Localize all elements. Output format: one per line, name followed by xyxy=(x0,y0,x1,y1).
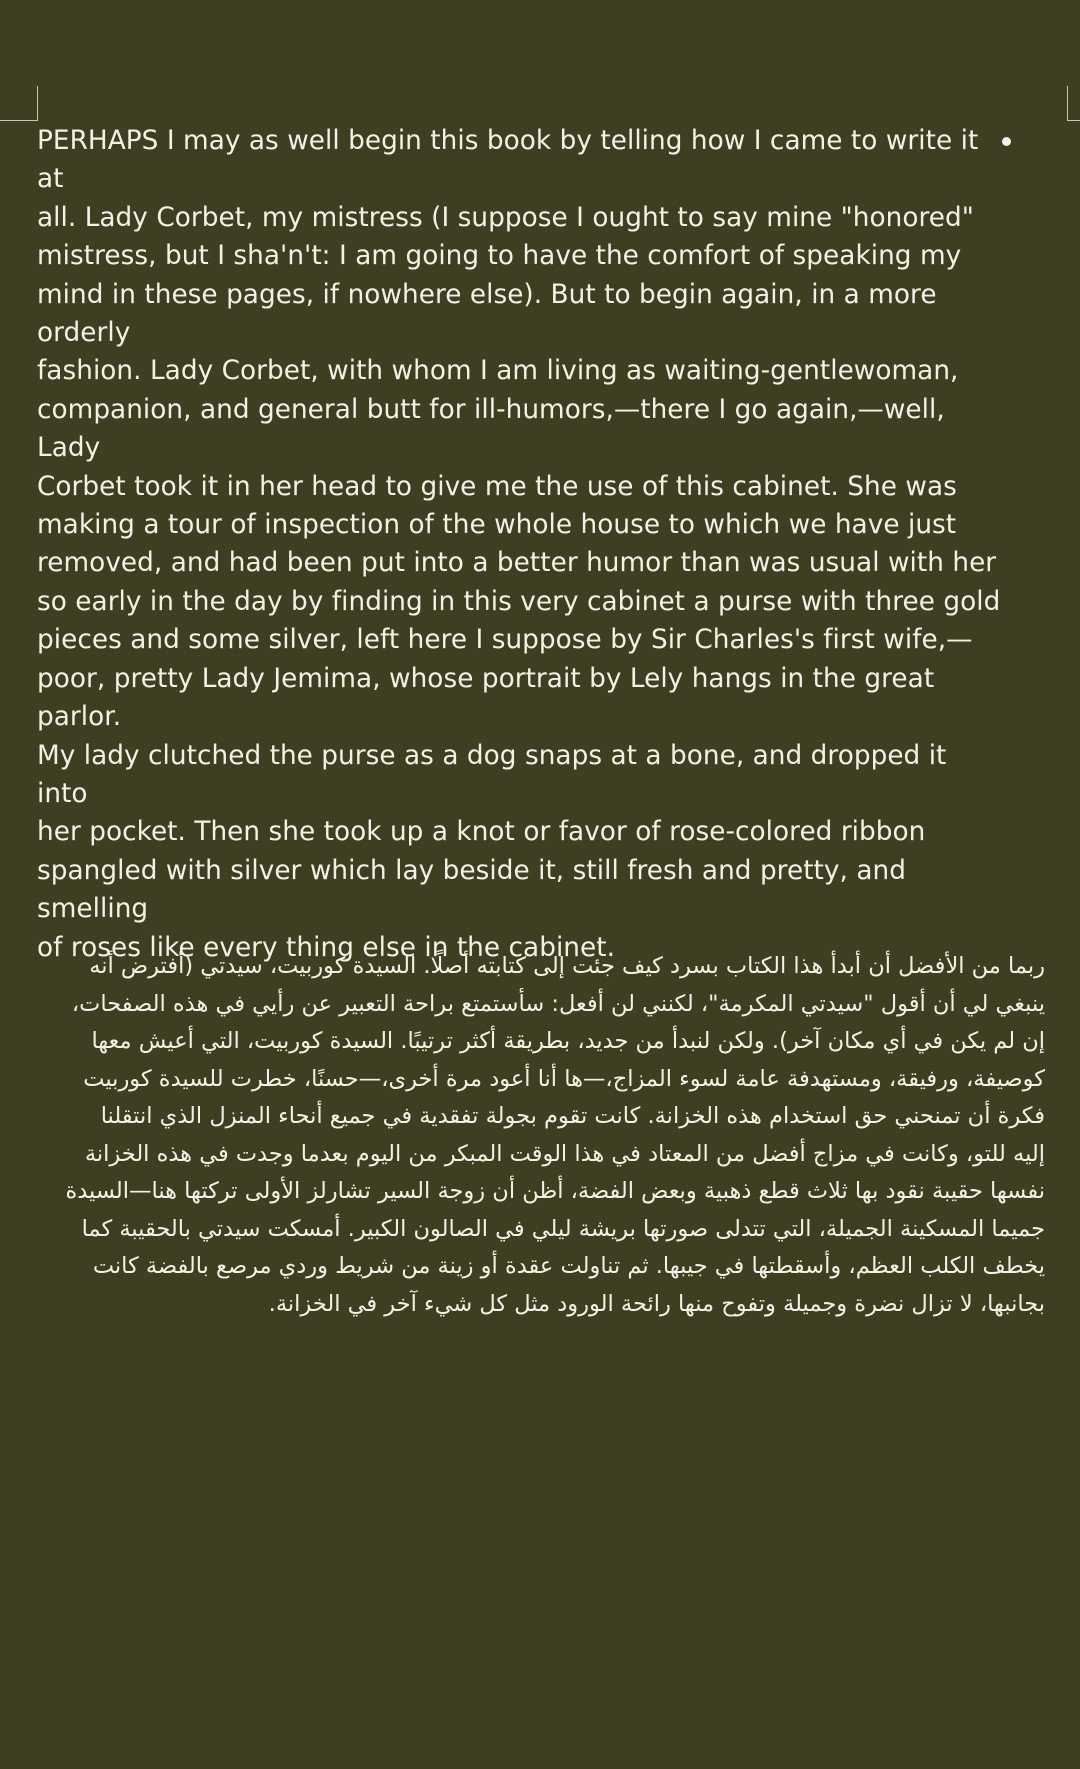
arabic-passage: ربما من الأفضل أن أبدأ هذا الكتاب بسرد كيف جئت إلى كتابته أصلًا. السيدة كوربيت، سيدتي (أفترض أنه ينبغي لي أن أقول "سيدتي المكرمة"، لكنني لن أفعل: سأستمتع براحة التعبير عن رأيي في هذه الصفحات، إن لم يكن في أي مكان آخر). ولكن لنبدأ من جديد، بطريقة أكثر ترتيبًا. السيدة كوربيت، التي أعيش معها كوصيفة، ورفيقة، ومستهدفة عامة لسوء المزاج،—ها أنا أعود مرة أخرى،—حسنًا، خطرت للسيدة كوربيت فكرة أن تمنحني حق استخدام هذه الخزانة. كانت تقوم بجولة تفقدية في جميع أنحاء المنزل الذي انتقلنا إليه للتو، وكانت في مزاج أفضل من المعتاد في هذا الوقت المبكر من اليوم بعدما وجدت في هذه الخزانة نفسها حقيبة نقود بها ثلاث قطع ذهبية وبعض الفضة، أظن أن زوجة السير تشارلز الأولى تركتها هنا—السيدة جميما المسكينة الجميلة، التي تتدلى صورتها بريشة ليلي في الصالون الكبير. أمسكت سيدتي بالحقيبة كما يخطف الكلب العظم، وأسقطتها في جيبها. ثم تناولت عقدة أو زينة من شريط وردي مرصع بالفضة كانت بجانبها، لا تزال نضرة وجميلة وتفوح منها رائحة الورود مثل كل شيء آخر في الخزانة. xyxy=(65,953,1045,1317)
crop-mark-top-left xyxy=(0,86,38,121)
english-passage: PERHAPS I may as well begin this book by telling how I came to write it at all. Lady Corbet, my mistress (I suppose I ought to say mine "honored" mistress, but I sha'n't: I am going to have the comfort of speaking my mind in these pages, if nowhere else). But to begin again, in a more orderly fashion. Lady Corbet, with whom I am living as waiting-gentlewoman, companion, and general butt for ill-humors,—there I go again,—well, Lady Corbet took it in her head to give me the use of this cabinet. She was making a tour of inspection of the whole house to which we have just removed, and had been put into a better humor than was usual with her so early in the day by finding in this very cabinet a purse with three gold pieces and some silver, left here I suppose by Sir Charles's first wife,— poor, pretty Lady Jemima, whose portrait by Lely hangs in the great parlor. My lady clutched the purse as a dog snaps at a bone, and dropped it into her pocket. Then she took up a knot or favor of rose-colored ribbon spangled with silver which lay beside it, still fresh and pretty, and smelling of roses like every thing else in the cabinet. xyxy=(37,126,1001,963)
crop-mark-top-right xyxy=(1067,86,1080,121)
bullet-icon xyxy=(1002,137,1011,146)
